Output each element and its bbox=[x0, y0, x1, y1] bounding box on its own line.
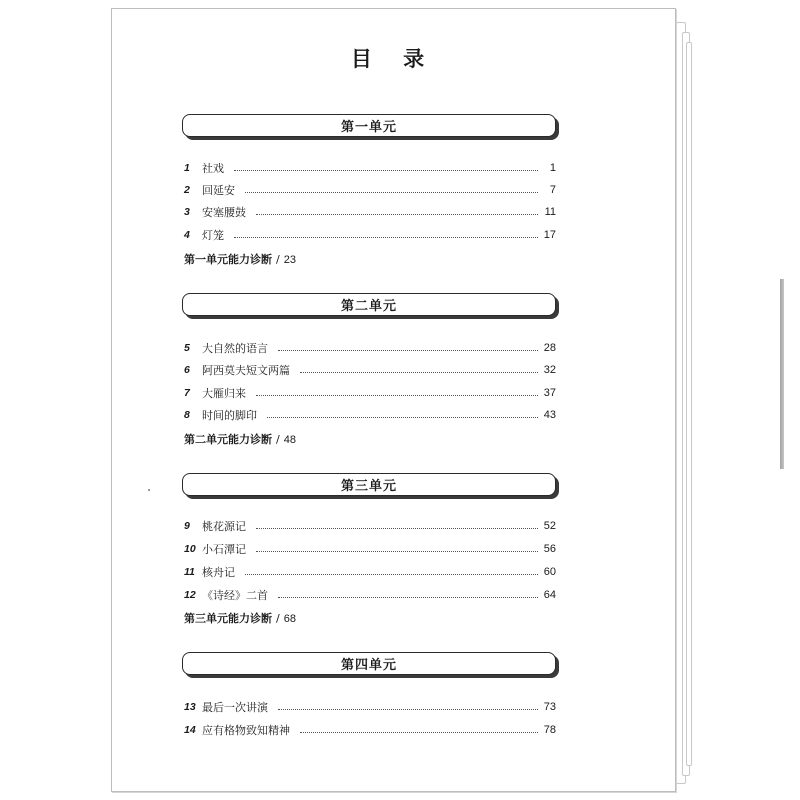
toc-entry[interactable] bbox=[184, 407, 556, 423]
lesson-title: 桃花源记 bbox=[202, 520, 246, 533]
unit-diagnosis[interactable] bbox=[184, 610, 296, 626]
diagnosis-separator: / bbox=[276, 433, 280, 446]
toc-entry[interactable] bbox=[184, 362, 556, 378]
lesson-title: 小石潭记 bbox=[202, 543, 246, 556]
unit-banner: 第四单元 bbox=[182, 652, 556, 675]
page-number: 60 bbox=[543, 566, 556, 578]
lesson-title: 社戏 bbox=[202, 162, 224, 175]
toc-entry[interactable] bbox=[184, 564, 556, 580]
diagnosis-page: 23 bbox=[283, 254, 296, 266]
unit-diagnosis[interactable] bbox=[184, 431, 296, 447]
diagnosis-page: 68 bbox=[283, 613, 296, 625]
page-binding-shadow bbox=[780, 279, 784, 469]
dot-leader bbox=[234, 237, 538, 238]
page-number: 37 bbox=[543, 387, 556, 399]
print-speck bbox=[148, 489, 150, 491]
lesson-number: 12 bbox=[184, 589, 196, 601]
page-number: 11 bbox=[544, 206, 556, 218]
lesson-title: 大雁归来 bbox=[202, 387, 246, 400]
toc-entry[interactable] bbox=[184, 340, 556, 356]
dot-leader bbox=[245, 574, 538, 575]
page-number: 64 bbox=[543, 589, 556, 601]
page-number: 78 bbox=[543, 724, 556, 736]
dot-leader bbox=[300, 732, 538, 733]
dot-leader bbox=[256, 395, 538, 396]
unit-banner: 第一单元 bbox=[182, 114, 556, 137]
dot-leader bbox=[267, 417, 538, 418]
page-number: 28 bbox=[543, 342, 556, 354]
toc-entry[interactable] bbox=[184, 587, 556, 603]
lesson-number: 3 bbox=[184, 206, 190, 218]
lesson-title: 最后一次讲演 bbox=[202, 701, 268, 714]
toc-entry[interactable] bbox=[184, 160, 556, 176]
page-stack-edge bbox=[686, 42, 692, 766]
page-number: 7 bbox=[549, 184, 556, 196]
diagnosis-page: 48 bbox=[283, 434, 296, 446]
lesson-number: 10 bbox=[184, 543, 196, 555]
diagnosis-label: 第二单元能力诊断 bbox=[184, 433, 272, 446]
dot-leader bbox=[234, 170, 538, 171]
toc-entry[interactable] bbox=[184, 227, 556, 243]
diagnosis-separator: / bbox=[276, 612, 280, 625]
toc-entry[interactable] bbox=[184, 182, 556, 198]
page-number: 17 bbox=[543, 229, 556, 241]
dot-leader bbox=[300, 372, 538, 373]
unit-diagnosis[interactable] bbox=[184, 251, 296, 267]
lesson-title: 核舟记 bbox=[202, 566, 235, 579]
toc-entry[interactable] bbox=[184, 385, 556, 401]
lesson-number: 13 bbox=[184, 701, 196, 713]
lesson-title: 大自然的语言 bbox=[202, 342, 268, 355]
lesson-title: 回延安 bbox=[202, 184, 235, 197]
unit-banner: 第三单元 bbox=[182, 473, 556, 496]
lesson-number: 1 bbox=[184, 162, 190, 174]
page-number: 56 bbox=[543, 543, 556, 555]
toc-entry[interactable] bbox=[184, 204, 556, 220]
lesson-number: 11 bbox=[184, 566, 195, 578]
page-number: 32 bbox=[543, 364, 556, 376]
page-number: 1 bbox=[549, 162, 556, 174]
page-title: 目 录 bbox=[350, 47, 437, 71]
lesson-title: 灯笼 bbox=[202, 229, 224, 242]
page-number: 52 bbox=[543, 520, 556, 532]
diagnosis-separator: / bbox=[276, 253, 280, 266]
dot-leader bbox=[245, 192, 538, 193]
lesson-title: 应有格物致知精神 bbox=[202, 724, 290, 737]
diagnosis-label: 第三单元能力诊断 bbox=[184, 612, 272, 625]
page-number: 43 bbox=[543, 409, 556, 421]
page-number: 73 bbox=[543, 701, 556, 713]
toc-entry[interactable] bbox=[184, 518, 556, 534]
lesson-number: 4 bbox=[184, 229, 190, 241]
lesson-number: 14 bbox=[184, 724, 196, 736]
lesson-number: 8 bbox=[184, 409, 190, 421]
dot-leader bbox=[278, 597, 538, 598]
unit-banner: 第二单元 bbox=[182, 293, 556, 316]
lesson-title: 《诗经》二首 bbox=[202, 589, 268, 602]
dot-leader bbox=[278, 709, 538, 710]
lesson-number: 5 bbox=[184, 342, 190, 354]
diagnosis-label: 第一单元能力诊断 bbox=[184, 253, 272, 266]
lesson-number: 9 bbox=[184, 520, 190, 532]
toc-entry[interactable] bbox=[184, 722, 556, 738]
toc-entry[interactable] bbox=[184, 699, 556, 715]
dot-leader bbox=[278, 350, 538, 351]
lesson-number: 6 bbox=[184, 364, 190, 376]
lesson-number: 7 bbox=[184, 387, 190, 399]
lesson-title: 时间的脚印 bbox=[202, 409, 257, 422]
dot-leader bbox=[256, 528, 538, 529]
dot-leader bbox=[256, 214, 538, 215]
lesson-title: 安塞腰鼓 bbox=[202, 206, 246, 219]
dot-leader bbox=[256, 551, 538, 552]
toc-page bbox=[111, 8, 676, 792]
lesson-title: 阿西莫夫短文两篇 bbox=[202, 364, 290, 377]
lesson-number: 2 bbox=[184, 184, 190, 196]
toc-entry[interactable] bbox=[184, 541, 556, 557]
